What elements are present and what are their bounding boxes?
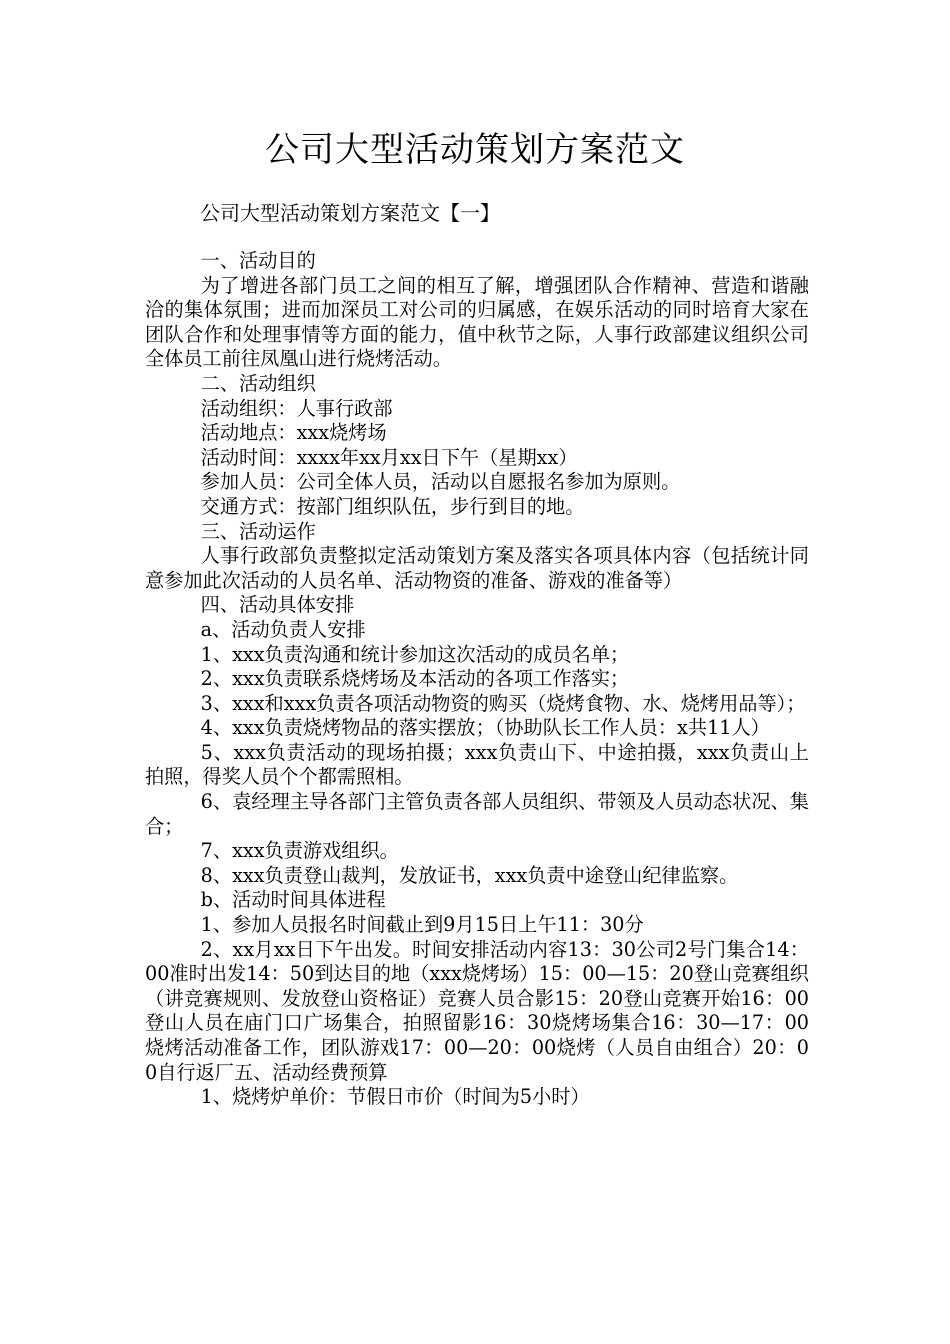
list-item: 1、xxx负责沟通和统计参加这次活动的成员名单；: [200, 642, 630, 666]
paragraph: 参加人员：公司全体人员，活动以自愿报名参加为原则。: [200, 470, 681, 494]
paragraph: 交通方式：按部门组织队伍，步行到目的地。: [200, 494, 585, 518]
section-heading: 二、活动组织: [200, 371, 316, 395]
paragraph: 为了增进各部门员工之间的相互了解，增强团队合作精神、营造和谐融洽的集体氛围；进而加深员工对公司的归属感，在娱乐活动的同时培育大家在团队合作和处理事情等方面的能力，值中秋节之际，人事行政部建议组织公司全体员工前往凤凰山进行烧烤活动。: [145, 273, 809, 371]
paragraph: 活动时间：xxxx年xx月xx日下午（星期xx）: [200, 445, 578, 469]
list-item: 2、xxx负责联系烧烤场及本活动的各项工作落实；: [200, 667, 630, 691]
list-item: 1、参加人员报名时间截止到9月15日上午11：30分: [200, 913, 644, 937]
document-body: [145, 249, 809, 1110]
list-item: 2、xx月xx日下午出发。时间安排活动内容13：30公司2号门集合14：00准时出发14：50到达目的地（xxx烧烤场）15：00—15：20登山竞赛组织（讲竞赛规则、发放登山资格证）竞赛人员合影15：20登山竞赛开始16：00登山人员在庙门口广场集合，拍照留影16：30烧烤场集合16：30—17：00烧烤活动准备工作，团队游戏17：00—20：00烧烤（人员自由组合）20：00自行返厂五、活动经费预算: [145, 937, 809, 1084]
paragraph: 活动组织：人事行政部: [200, 396, 393, 420]
section-heading: 四、活动具体安排: [200, 593, 355, 617]
list-item: 3、xxx和xxx负责各项活动物资的购买（烧烤食物、水、烧烤用品等）；: [200, 691, 806, 715]
document-title: 公司大型活动策划方案范文: [265, 130, 685, 170]
list-item: 4、xxx负责烧烤物品的落实摆放；（协助队长工作人员：x共11人）: [200, 716, 770, 740]
subsection-heading: b、活动时间具体进程: [200, 888, 386, 912]
section-heading: 一、活动目的: [200, 249, 316, 272]
list-item: 6、袁经理主导各部门主管负责各部人员组织、带领及人员动态状况、集合；: [145, 790, 809, 838]
list-item: 7、xxx负责游戏组织。: [200, 839, 399, 863]
list-item: 1、烧烤炉单价：节假日市价（时间为5小时）: [200, 1085, 590, 1109]
subsection-heading: a、活动负责人安排: [200, 617, 366, 641]
paragraph: 人事行政部负责整拟定活动策划方案及落实各项具体内容（包括统计同意参加此次活动的人员名单、活动物资的准备、游戏的准备等）: [145, 544, 809, 592]
paragraph: 活动地点：xxx烧烤场: [200, 421, 387, 445]
list-item: 8、xxx负责登山裁判，发放证书，xxx负责中途登山纪律监察。: [200, 863, 739, 887]
list-item: 5、xxx负责活动的现场拍摄；xxx负责山下、中途拍摄，xxx负责山上拍照，得奖人员个个都需照相。: [145, 740, 809, 789]
section-heading: 三、活动运作: [200, 519, 316, 543]
document-subtitle: 公司大型活动策划方案范文【一】: [200, 201, 500, 225]
